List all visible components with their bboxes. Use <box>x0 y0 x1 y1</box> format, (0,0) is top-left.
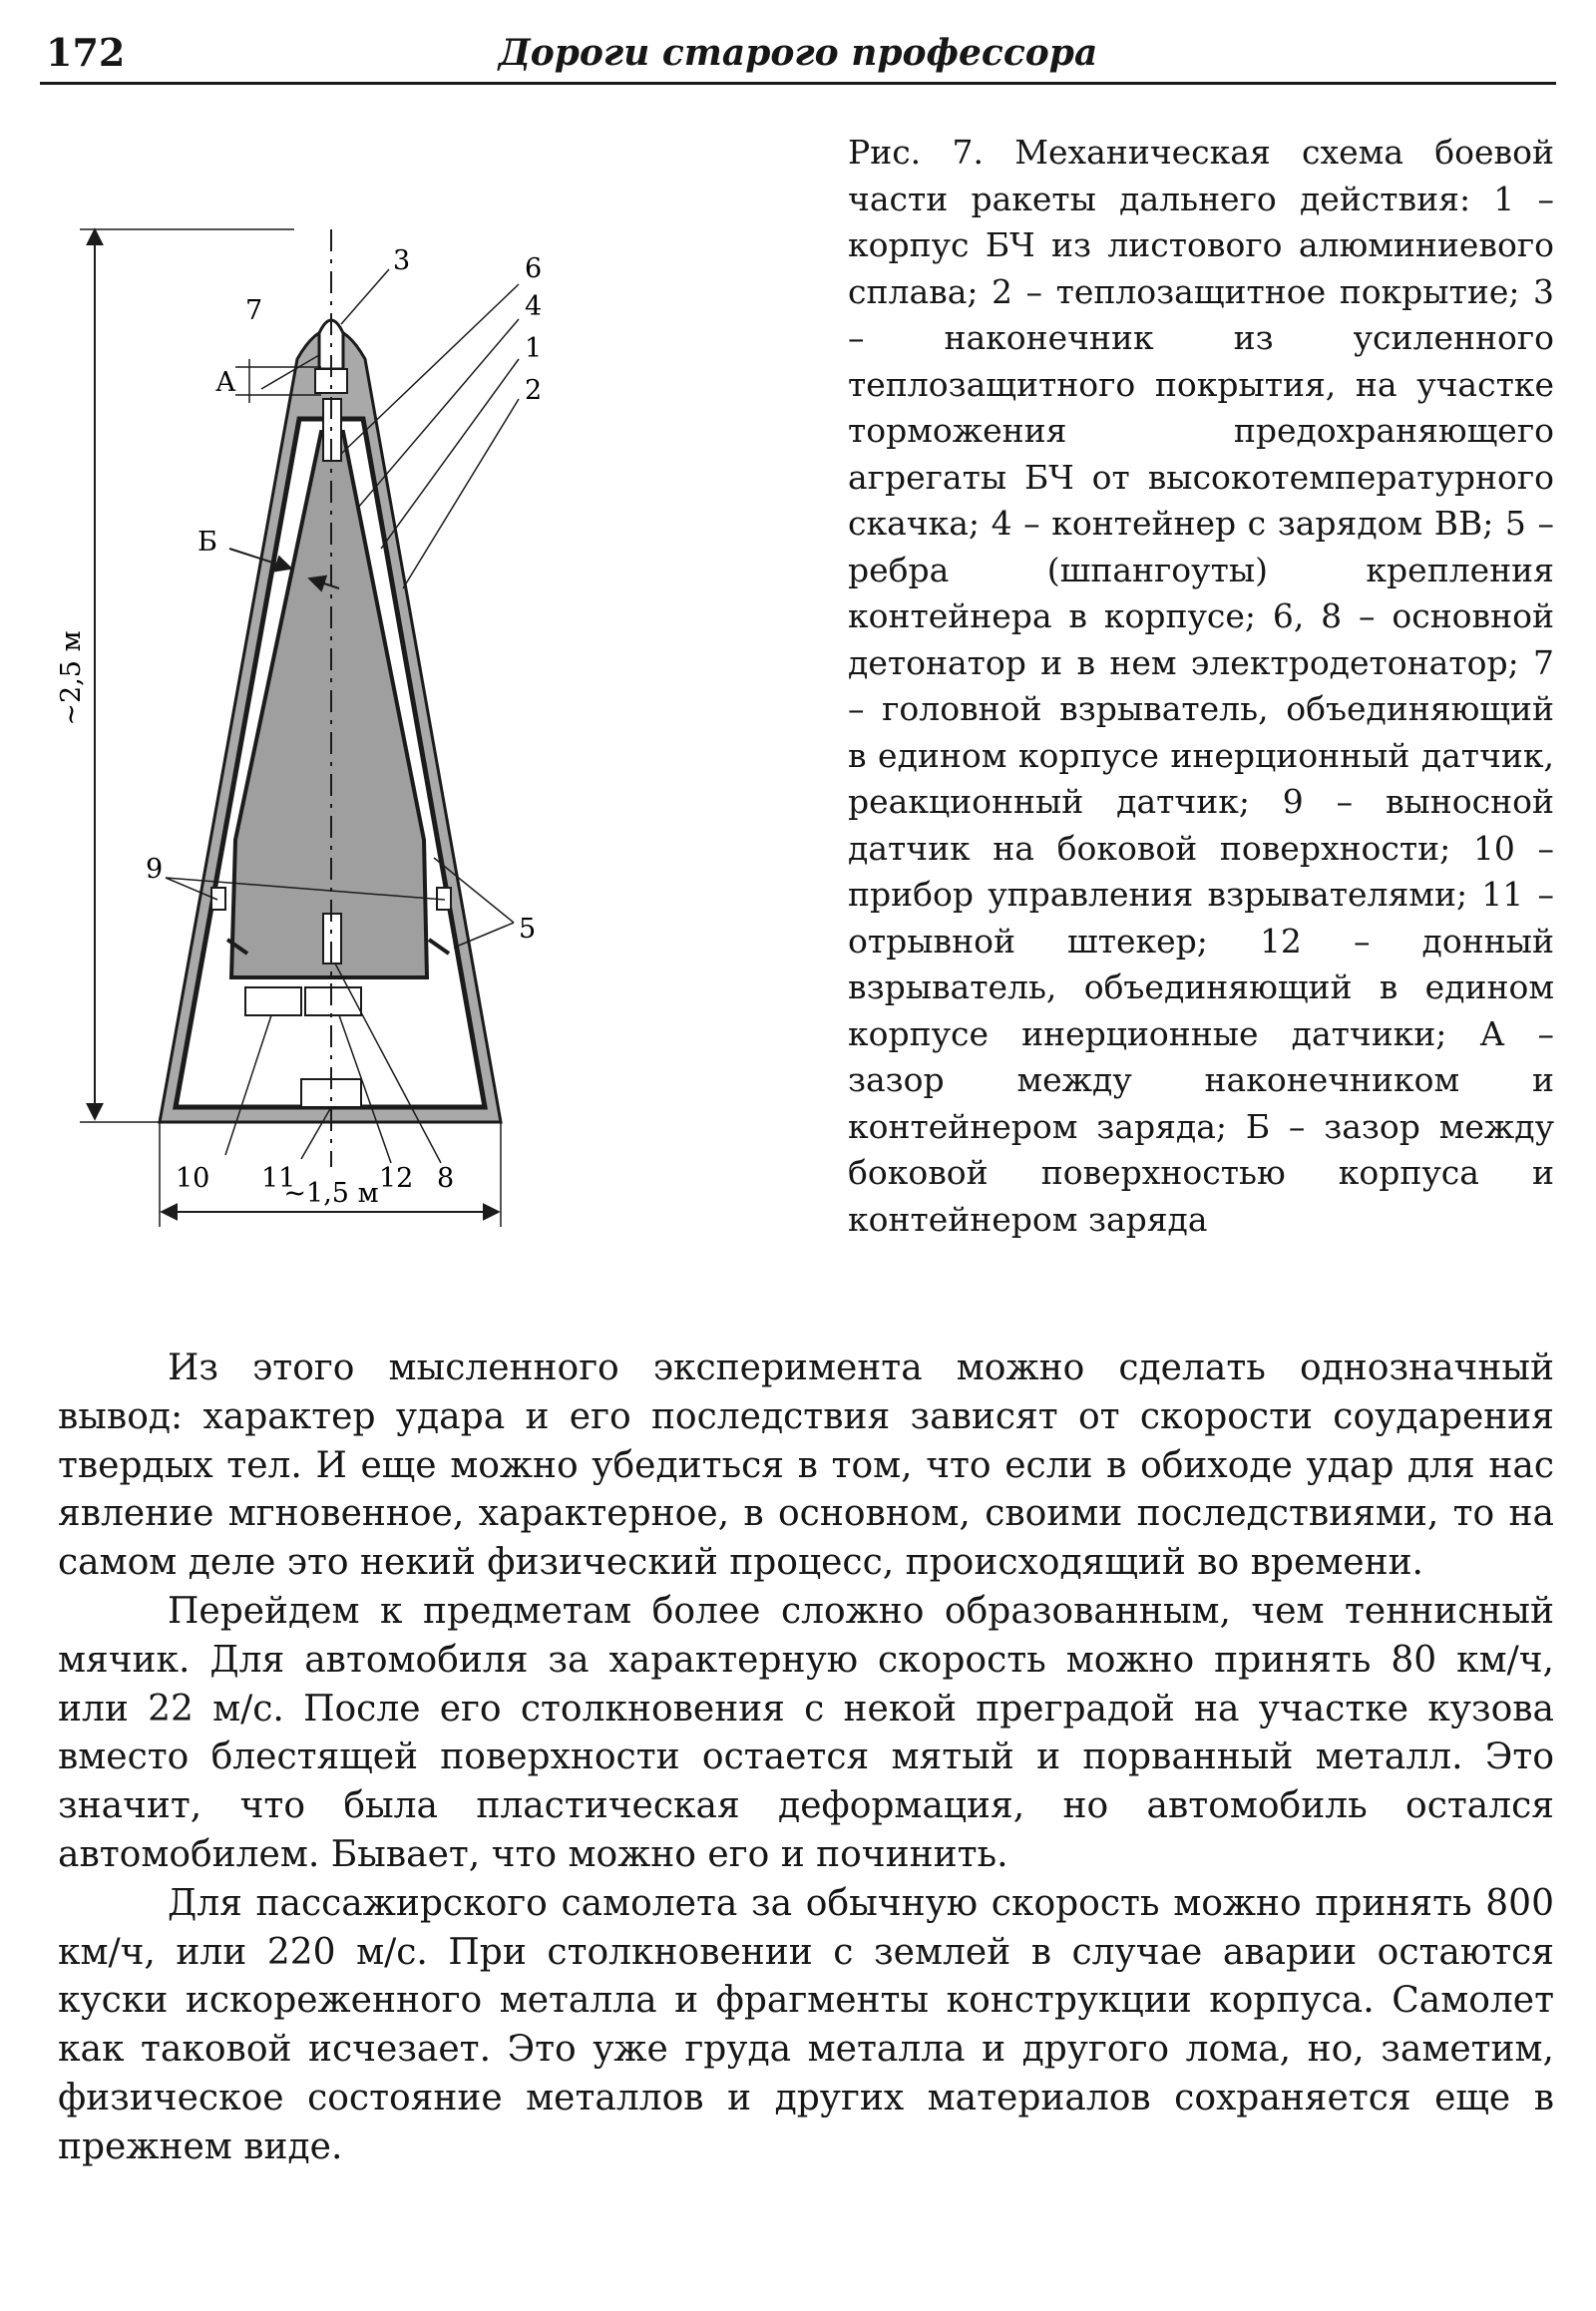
callout-2: 2 <box>525 375 543 406</box>
callout-7: 7 <box>245 295 263 326</box>
height-label: ~2,5 м <box>56 630 87 726</box>
figure-caption: Рис. 7. Механическая схема боевой части ракеты дальнего действия: 1 – корпус БЧ из листового алюминиевого сплава; 2 – теплозащитное покрытие; 3 – наконечник из усиленного теплозащитного покрытия, на участке торможения предохраняющего агрегаты БЧ от высокотемпературного скачка; 4 – контейнер с зарядом ВВ; 5 – ребра (шпангоуты) крепления контейнера в корпусе; 6, 8 – основной детонатор и в нем электродетонатор; 7 – головной взрыватель, объединяющий в едином корпусе инерционный датчик, реакционный датчик; 9 – выносной датчик на боковой поверхности; 10 – прибор управления взрывателями; 11 – отрывной штекер; 12 – донный взрыватель, объединяющий в едином корпусе инерционные датчики; А – зазор между наконечником и контейнером заряда; Б – зазор между боковой поверхностью корпуса и контейнером заряда <box>848 133 1554 1239</box>
warhead-diagram-svg <box>40 120 838 1287</box>
callout-11: 11 <box>261 1163 296 1194</box>
fuse-control-unit <box>245 987 301 1015</box>
callout-6: 6 <box>525 253 543 284</box>
bottom-fuse-box <box>305 987 361 1015</box>
header-rule <box>40 82 1556 85</box>
leader-3 <box>341 269 389 324</box>
callout-9: 9 <box>146 854 164 885</box>
callout-12: 12 <box>379 1163 414 1194</box>
paragraph: Для пассажирского самолета за обычную скорость можно принять 800 км/ч, или 220 м/с. При столкновении с землей в случае аварии остаются куски искореженного металла и фрагменты конструкции корпуса. Самолет как таковой исчезает. Это уже груда металла и другого лома, но, заметим, физическое состояние металлов и других материалов сохраняется еще в прежнем виде. <box>58 1882 1554 2167</box>
paragraph: Из этого мысленного эксперимента можно сделать однозначный вывод: характер удара и его последствия зависят от скорости соударения твердых тел. И еще можно убедиться в том, что если в обиходе удар для нас явление мгновенное, характерное, в основном, своими последствиями, то на самом деле это некий физический процесс, происходящий во времени. <box>58 1348 1554 1584</box>
leader-1 <box>381 359 519 549</box>
callout-1: 1 <box>525 333 543 364</box>
page-number: 172 <box>46 30 126 75</box>
callout-b: Б <box>198 527 217 558</box>
running-title: Дороги старого профессора <box>498 32 1098 74</box>
paragraph: Перейдем к предметам более сложно образованным, чем теннисный мячик. Для автомобиля за характерную скорость можно принять 80 км/ч, или 22 м/с. После его столкновения с некой преградой на участке кузова вместо блестящей поверхности остается мятый и порванный металл. Это значит, что была пластическая деформация, но автомобиль остался автомобилем. Бывает, что можно его и починить. <box>58 1590 1554 1875</box>
callout-a: А <box>215 367 236 398</box>
leader-4 <box>357 319 519 509</box>
callout-8: 8 <box>437 1163 455 1194</box>
callout-3: 3 <box>393 245 411 276</box>
width-label: ~1,5 м <box>283 1178 379 1209</box>
callout-5: 5 <box>519 914 537 945</box>
body-text <box>58 1345 1554 2172</box>
page-header <box>40 24 1556 84</box>
callout-4: 4 <box>525 291 543 322</box>
callout-10: 10 <box>176 1163 210 1194</box>
warhead-diagram <box>40 120 838 1287</box>
